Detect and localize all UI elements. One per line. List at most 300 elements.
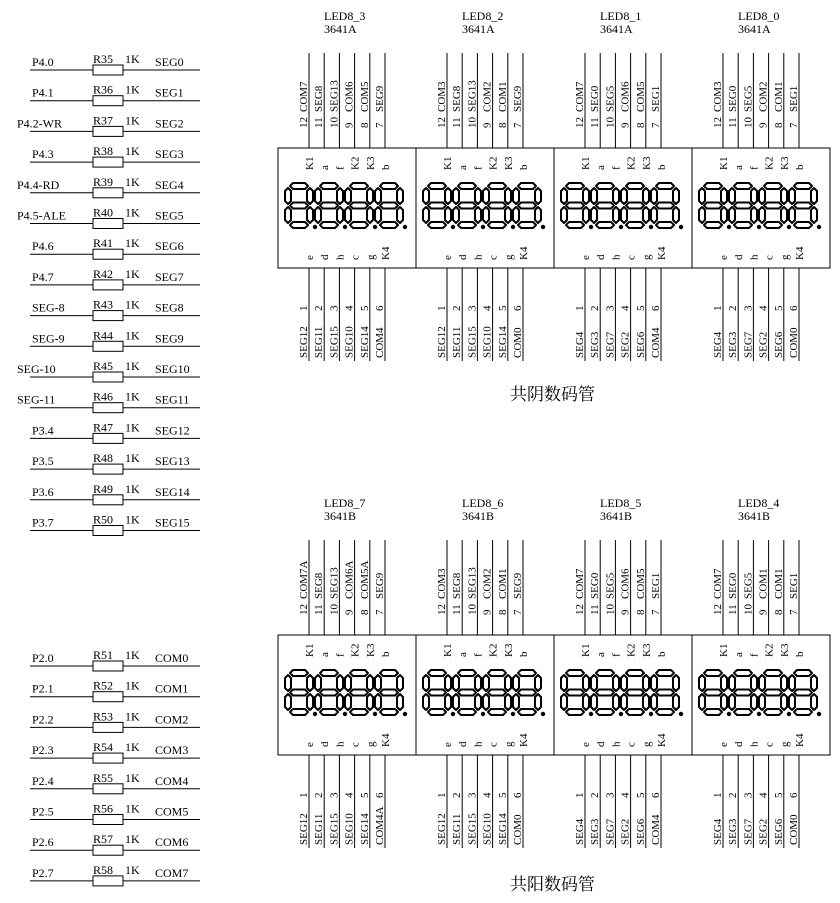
decimal-point (589, 225, 593, 229)
decimal-point (619, 712, 623, 716)
resistor-body (93, 157, 123, 167)
pin-number: 8 (634, 609, 647, 615)
pin-function: e (718, 742, 730, 747)
pin-number: 2 (451, 305, 464, 311)
pin-number: 9 (481, 122, 494, 128)
resistor-row (30, 709, 200, 732)
pin-net: COM7A (298, 560, 310, 599)
pin-net: SEG7 (742, 331, 755, 358)
pin-number: 2 (313, 305, 326, 311)
pin-number: 7 (650, 609, 662, 615)
decimal-point (343, 712, 347, 716)
seven-segment-displays (278, 9, 830, 895)
pin-function: a (733, 165, 746, 170)
pin-function: e (718, 255, 730, 260)
resistor-body (93, 433, 123, 443)
decimal-point (757, 712, 761, 716)
group-caption: 共阴数码管 (510, 385, 595, 405)
decimal-point (727, 225, 731, 229)
pin-net: SEG8 (313, 85, 326, 112)
net-label: P2.4 (32, 773, 54, 788)
pin-function: d (595, 741, 608, 747)
pin-net: SEG12 (436, 813, 448, 845)
pin-number: 3 (328, 792, 341, 798)
signal-label: SEG8 (155, 300, 184, 315)
pin-number: 8 (496, 122, 509, 128)
pin-function: K4 (656, 733, 668, 747)
resistor-body (93, 372, 123, 382)
net-label: P4.4-RD (17, 177, 60, 192)
resistor-value: 1K (125, 144, 140, 159)
pin-number: 12 (712, 604, 724, 615)
resistor-value: 1K (125, 389, 140, 404)
pin-net: SEG10 (481, 813, 494, 845)
pin-net: COM7 (712, 568, 724, 599)
pin-net: COM5 (358, 81, 371, 112)
decimal-point (787, 225, 791, 229)
resistor-value: 1K (125, 52, 140, 66)
resistor-ref: R40 (93, 205, 114, 220)
pin-net: SEG13 (328, 567, 341, 599)
pin-net: SEG13 (328, 80, 341, 112)
resistor-row (30, 451, 200, 474)
pin-net: COM6 (343, 81, 356, 112)
pin-number: 12 (712, 117, 724, 128)
pin-net: COM5 (634, 81, 647, 112)
pin-function: K2 (625, 643, 638, 657)
pin-number: 5 (634, 305, 647, 311)
signal-label: SEG3 (155, 147, 184, 162)
pin-net: COM2 (481, 81, 494, 112)
signal-label: COM2 (155, 712, 189, 727)
pin-function: g (640, 741, 653, 747)
pin-number: 8 (358, 122, 371, 128)
pin-net: SEG14 (358, 326, 371, 358)
pin-net: SEG3 (727, 331, 740, 358)
pin-net: SEG10 (343, 326, 356, 358)
resistor-value: 1K (125, 862, 140, 877)
decimal-point (589, 712, 593, 716)
pin-function: d (457, 741, 470, 747)
pin-net: SEG1 (788, 572, 800, 599)
pin-number: 3 (742, 792, 755, 798)
signal-label: COM5 (155, 804, 189, 819)
resistor-body (93, 784, 123, 794)
resistor-ref: R47 (93, 420, 114, 435)
pin-number: 10 (328, 117, 341, 128)
pin-function: c (349, 255, 362, 260)
pin-net: COM1 (496, 81, 509, 112)
pin-number: 1 (574, 305, 586, 311)
pin-net: SEG0 (589, 572, 602, 599)
pin-function: K4 (794, 733, 806, 747)
pin-net: SEG11 (313, 813, 326, 845)
resistor-value: 1K (125, 205, 140, 220)
resistor-ref: R35 (93, 52, 114, 66)
pin-number: 6 (512, 305, 524, 311)
pin-number: 10 (466, 117, 479, 128)
pin-net: COM7 (574, 568, 586, 599)
resistor-body (93, 753, 123, 763)
pin-function: h (610, 741, 623, 747)
pin-number: 7 (374, 122, 386, 128)
net-label: SEG-9 (32, 331, 65, 346)
pin-function: K2 (487, 643, 500, 657)
decimal-point (451, 225, 455, 229)
pin-net: SEG5 (604, 85, 617, 112)
pin-number: 11 (313, 604, 326, 615)
pin-function: f (748, 166, 761, 170)
pin-net: SEG10 (343, 813, 356, 845)
resistor-value: 1K (125, 82, 140, 97)
pin-function: f (334, 166, 347, 170)
pin-net: SEG4 (712, 331, 724, 358)
pin-number: 12 (436, 117, 448, 128)
resistor-value: 1K (125, 113, 140, 128)
signal-label: SEG2 (155, 116, 184, 131)
resistor-value: 1K (125, 451, 140, 466)
resistor-body (93, 722, 123, 732)
pin-function: b (380, 651, 392, 657)
pin-net: COM1 (496, 568, 509, 599)
signal-label: SEG11 (155, 392, 190, 407)
pin-number: 8 (772, 122, 785, 128)
pin-net: SEG15 (328, 813, 341, 845)
pin-function: f (610, 166, 623, 170)
pin-function: c (625, 742, 638, 747)
signal-label: SEG1 (155, 85, 184, 100)
resistor-row (30, 863, 200, 886)
resistor-network (17, 52, 200, 886)
pin-net: SEG4 (712, 818, 724, 845)
pin-net: SEG5 (742, 85, 755, 112)
module-part: 3641B (600, 509, 633, 523)
resistor-ref: R46 (93, 389, 114, 404)
resistor-body (93, 96, 123, 106)
resistor-value: 1K (125, 512, 140, 527)
pin-number: 1 (298, 305, 310, 311)
signal-label: SEG4 (155, 177, 184, 192)
net-label: P4.3 (32, 147, 54, 162)
pin-function: f (472, 166, 485, 170)
resistor-row (30, 648, 200, 671)
pin-number: 3 (604, 792, 617, 798)
pin-function: e (304, 255, 316, 260)
pin-net: SEG3 (727, 818, 740, 845)
pin-net: SEG10 (481, 326, 494, 358)
pin-net: SEG1 (788, 85, 800, 112)
pin-number: 3 (604, 305, 617, 311)
pin-number: 9 (481, 609, 494, 615)
pin-net: COM2 (481, 568, 494, 599)
pin-net: COM0 (788, 327, 800, 358)
decimal-point (313, 712, 317, 716)
resistor-row (17, 175, 200, 198)
pin-function: K1 (442, 156, 454, 170)
resistor-body (93, 692, 123, 702)
pin-net: SEG7 (742, 818, 755, 845)
pin-function: K1 (304, 156, 316, 170)
pin-function: g (778, 741, 791, 747)
resistor-body (93, 876, 123, 886)
decimal-point (679, 225, 683, 229)
module-ref: LED8_2 (462, 9, 504, 23)
decimal-point (481, 225, 485, 229)
pin-net: SEG2 (619, 818, 632, 845)
pin-net: SEG14 (496, 813, 509, 845)
pin-net: SEG14 (358, 813, 371, 845)
pin-net: COM4 (374, 327, 386, 358)
signal-label: SEG9 (155, 331, 184, 346)
resistor-ref: R44 (93, 328, 114, 343)
pin-number: 1 (436, 792, 448, 798)
pin-number: 8 (634, 122, 647, 128)
pin-net: SEG11 (313, 326, 326, 358)
resistor-ref: R52 (93, 678, 114, 693)
pin-function: h (748, 741, 761, 747)
pin-function: a (457, 652, 470, 657)
net-label: P4.6 (32, 239, 54, 254)
signal-label: SEG13 (155, 454, 190, 469)
pin-function: c (487, 742, 500, 747)
pin-net: SEG4 (574, 818, 586, 845)
net-label: P4.2-WR (17, 116, 62, 131)
pin-function: b (518, 164, 530, 170)
signal-label: SEG7 (155, 269, 184, 284)
decimal-point (817, 712, 821, 716)
module-ref: LED8_4 (738, 496, 780, 510)
pin-number: 3 (742, 305, 755, 311)
module-ref: LED8_3 (324, 9, 366, 23)
resistor-ref: R55 (93, 770, 114, 785)
pin-function: f (748, 653, 761, 657)
pin-number: 6 (374, 305, 386, 311)
pin-number: 8 (772, 609, 785, 615)
pin-number: 4 (619, 305, 632, 311)
pin-function: b (794, 164, 806, 170)
net-label: P4.1 (32, 85, 54, 100)
pin-function: K3 (640, 156, 653, 170)
decimal-point (649, 225, 653, 229)
decimal-point (313, 225, 317, 229)
pin-function: g (364, 741, 377, 747)
pin-number: 5 (358, 305, 371, 311)
pin-net: SEG9 (374, 572, 386, 599)
decimal-point (403, 225, 407, 229)
resistor-value: 1K (125, 770, 140, 785)
pin-function: d (457, 254, 470, 260)
pin-number: 7 (788, 122, 800, 128)
decimal-point (511, 225, 515, 229)
pin-function: K2 (349, 643, 362, 657)
resistor-body (93, 495, 123, 505)
pin-function: f (334, 653, 347, 657)
pin-number: 10 (466, 604, 479, 615)
pin-number: 10 (328, 604, 341, 615)
pin-number: 5 (634, 792, 647, 798)
net-label: SEG-11 (17, 392, 56, 407)
decimal-point (787, 712, 791, 716)
net-label: P3.5 (32, 454, 54, 469)
resistor-ref: R39 (93, 174, 114, 189)
pin-number: 7 (512, 609, 524, 615)
pin-function: a (319, 652, 332, 657)
net-label: P2.1 (32, 681, 54, 696)
resistor-body (93, 219, 123, 229)
resistor-ref: R49 (93, 481, 114, 496)
led-module (554, 9, 692, 361)
pin-net: SEG0 (727, 572, 740, 599)
resistor-row (30, 267, 200, 290)
resistor-body (93, 188, 123, 198)
led-module (278, 496, 416, 848)
resistor-body (93, 126, 123, 136)
pin-function: K4 (656, 246, 668, 260)
pin-number: 2 (727, 305, 740, 311)
module-part: 3641A (462, 22, 495, 36)
pin-number: 9 (757, 122, 770, 128)
signal-label: SEG5 (155, 208, 184, 223)
pin-function: K2 (763, 643, 776, 657)
decimal-point (451, 712, 455, 716)
pin-number: 4 (757, 305, 770, 311)
pin-net: SEG15 (466, 813, 479, 845)
resistor-value: 1K (125, 297, 140, 312)
pin-net: SEG6 (772, 818, 785, 845)
pin-function: K4 (380, 733, 392, 747)
pin-number: 9 (757, 609, 770, 615)
pin-function: d (319, 254, 332, 260)
module-part: 3641A (738, 22, 771, 36)
resistor-ref: R48 (93, 451, 114, 466)
signal-label: SEG10 (155, 362, 190, 376)
pin-net: SEG9 (374, 85, 386, 112)
resistor-row (30, 52, 200, 75)
pin-net: SEG6 (634, 331, 647, 358)
resistor-ref: R41 (93, 236, 114, 251)
pin-net: SEG4 (574, 331, 586, 358)
signal-label: COM0 (155, 651, 189, 665)
pin-function: e (580, 255, 592, 260)
resistor-body (93, 280, 123, 290)
decimal-point (481, 712, 485, 716)
resistor-row (30, 482, 200, 505)
pin-net: COM3 (436, 81, 448, 112)
net-label: P2.3 (32, 743, 54, 758)
signal-label: COM6 (155, 835, 189, 850)
pin-function: K2 (487, 156, 500, 170)
pin-function: K4 (518, 733, 530, 747)
pin-function: K1 (718, 156, 730, 170)
pin-number: 12 (436, 604, 448, 615)
pin-net: COM4A (374, 806, 386, 845)
pin-net: COM0 (512, 327, 524, 358)
resistor-ref: R54 (93, 740, 114, 755)
resistor-row (17, 113, 200, 136)
resistor-row (17, 206, 200, 229)
pin-function: K3 (778, 643, 791, 657)
pin-net: SEG8 (451, 85, 464, 112)
pin-number: 5 (496, 792, 509, 798)
pin-function: K3 (364, 156, 377, 170)
pin-number: 9 (343, 609, 356, 615)
resistor-ref: R42 (93, 266, 114, 281)
pin-number: 6 (512, 792, 524, 798)
pin-net: SEG9 (512, 85, 524, 112)
net-label: P4.5-ALE (17, 208, 66, 223)
pin-function: b (518, 651, 530, 657)
pin-function: a (595, 165, 608, 170)
pin-net: SEG5 (604, 572, 617, 599)
resistor-body (93, 311, 123, 321)
module-part: 3641A (324, 22, 357, 36)
pin-number: 11 (451, 117, 464, 128)
net-label: P3.6 (32, 484, 54, 499)
led-module (692, 496, 830, 848)
decimal-point (511, 712, 515, 716)
module-part: 3641B (462, 509, 495, 523)
pin-function: d (595, 254, 608, 260)
pin-function: b (656, 651, 668, 657)
pin-number: 7 (788, 609, 800, 615)
pin-function: g (364, 254, 377, 260)
pin-number: 4 (343, 305, 356, 311)
resistor-row (30, 802, 200, 825)
resistor-row (30, 832, 200, 855)
pin-function: K1 (304, 643, 316, 657)
module-part: 3641B (324, 509, 357, 523)
pin-function: e (442, 742, 454, 747)
pin-number: 2 (589, 305, 602, 311)
module-ref: LED8_6 (462, 496, 504, 510)
resistor-value: 1K (125, 328, 140, 343)
net-label: P2.7 (32, 865, 54, 880)
resistor-row (17, 390, 200, 413)
net-label: P2.6 (32, 835, 54, 850)
signal-label: COM1 (155, 681, 189, 696)
pin-function: a (595, 652, 608, 657)
pin-function: e (442, 255, 454, 260)
pin-net: COM7 (298, 81, 310, 112)
pin-net: COM4 (650, 814, 662, 845)
pin-function: f (472, 653, 485, 657)
pin-net: SEG2 (757, 331, 770, 358)
decimal-point (541, 225, 545, 229)
pin-function: e (580, 742, 592, 747)
led-module (554, 496, 692, 848)
pin-function: K1 (580, 643, 592, 657)
resistor-ref: R51 (93, 648, 114, 662)
pin-net: SEG12 (298, 813, 310, 845)
pin-function: c (487, 255, 500, 260)
resistor-row (30, 298, 200, 321)
pin-number: 11 (451, 604, 464, 615)
display-group (278, 496, 830, 895)
decimal-point (817, 225, 821, 229)
module-ref: LED8_5 (600, 496, 642, 510)
pin-function: a (457, 165, 470, 170)
signal-label: COM7 (155, 865, 189, 880)
resistor-value: 1K (125, 740, 140, 755)
led-module (692, 9, 830, 361)
pin-net: COM3 (712, 81, 724, 112)
resistor-ref: R43 (93, 297, 114, 312)
pin-function: K4 (518, 246, 530, 260)
pin-net: COM6A (343, 560, 356, 599)
resistor-body (93, 661, 123, 671)
resistor-ref: R56 (93, 801, 114, 816)
resistor-body (93, 65, 123, 75)
